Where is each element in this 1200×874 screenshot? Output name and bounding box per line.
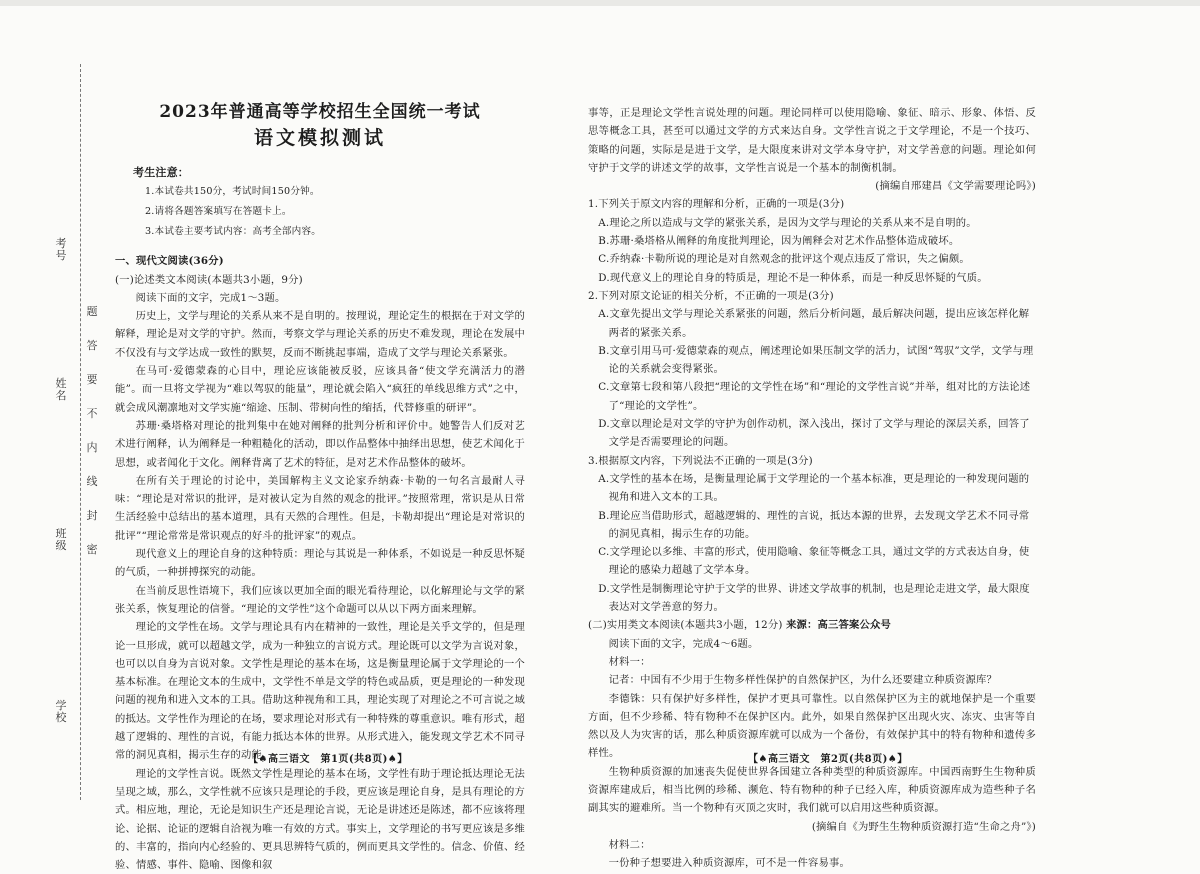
binding-label-name: 姓名 bbox=[55, 377, 67, 402]
material-paragraph: 李德铢：只有保护好多样性，保护才更具可靠性。以自然保护区为主的就地保护是一个重要方面，但不少珍稀、特有物种不在保护区内。此外，如果自然保护区出现火灾、冻灾、虫害等自然以及人为灾害的话，那么种质资源库就可以成为一个备份，有效保护其中的特有物种和遗传多样性。 bbox=[588, 692, 1036, 760]
material-title: 材料二： bbox=[608, 838, 651, 851]
material-paragraph: 生物种质资源的加速丧失促使世界各国建立各种类型的种质资源库。中国西南野生生物种质资源库建成后，相当比例的珍稀、濒危、特有物种的种子已经入库，种质资源库成为造些种子名副其实的避难所。当一个物种有灭顶之灾时，我们就可以启用这些种质资源。 bbox=[588, 765, 1036, 815]
source-citation: (摘编自《为野生生物种质资源打造“生命之舟”》) bbox=[811, 820, 1036, 833]
binding-label-exam-no: 考号 bbox=[55, 237, 67, 262]
passage-paragraph: 历史上，文学与理论的关系从来不是自明的。按理说，理论定生的根据在于对文学的解释，理论是对文学的守护。然而，考察文学与理论关系的历史不难发现，理论在发展中不仅没有与文学达成一致性的默契，反而不断挑起事端，造成了文学与理论关系紧张。 bbox=[115, 310, 525, 359]
instruction: 阅读下面的文字，完成1～3题。 bbox=[135, 291, 286, 304]
notice-title: 考生注意： bbox=[133, 166, 189, 179]
question-3: 3.根据原文内容，下列说法不正确的一项是(3分) bbox=[588, 454, 813, 467]
seal-char: 密 bbox=[86, 543, 98, 556]
notice-item: 2.请将各题答案填写在答题卡上。 bbox=[145, 206, 292, 218]
option: A.文学性的基本在场，是衡量理论属于文学理论的一个基本标准，更是理论的一种发现问题的视角和进入文本的工具。 bbox=[598, 472, 1030, 504]
notice-item: 3.本试卷主要考试内容：高考全部内容。 bbox=[145, 226, 322, 238]
seal-char: 内 bbox=[86, 441, 98, 454]
material-title: 材料一： bbox=[608, 655, 651, 668]
page-footer-right: 【♠高三语文 第2页(共8页)♠】 bbox=[748, 754, 908, 765]
subsection-heading bbox=[588, 616, 1036, 634]
subsection-title: (二)实用类文本阅读(本题共3小题，12分) bbox=[588, 619, 783, 632]
option: A.理论之所以造成与文学的紧张关系，是因为文学与理论的关系从来不是自明的。 bbox=[598, 216, 977, 229]
binding-dashed-line bbox=[80, 64, 81, 800]
option: B.文章引用马可·爱德蒙森的观点，阐述理论如果压制文学的活力，试图“驾驭”文学，文学与理论的关系就会变得紧张。 bbox=[598, 344, 1034, 376]
section-heading: 一、现代文阅读(36分) bbox=[115, 255, 224, 268]
seal-char: 题 bbox=[86, 305, 98, 318]
option: A.文章先提出文学与理论关系紧张的问题，然后分析问题，最后解决问题，提出应该怎样化解两者的紧张关系。 bbox=[598, 308, 1030, 339]
notice-item: 1.本试卷共150分，考试时间150分钟。 bbox=[145, 186, 320, 198]
instruction: 阅读下面的文字，完成4～6题。 bbox=[608, 637, 759, 650]
source-stamp: 来源：高三答案公众号 bbox=[786, 619, 892, 632]
binding-label-class: 班级 bbox=[55, 527, 67, 552]
exam-subtitle: 语文模拟测试 bbox=[253, 127, 386, 149]
binding-label-school: 学校 bbox=[55, 699, 67, 724]
passage-paragraph: 事等，正是理论文学性言说处理的问题。理论同样可以使用隐喻、象征、暗示、形象、体悟、反思等概念工具，甚至可以通过文学的方式来达自身。文学性言说之于文学理论，不是一个技巧、策略的问题，实际是是进于文学，是大限度来讲对文学本身守护，对文学善意的问题。理论如何守护于文学的讲述文学的故事，文学性言说是一个基本的制衡机制。 bbox=[588, 107, 1036, 174]
material-paragraph: 一份种子想要进入种质资源库，可不是一件容易事。 bbox=[608, 857, 851, 870]
option: B.理论应当借助形式，超越逻辑的、理性的言说，抵达本源的世界，去发现文学艺术不同寻常的洞见真相，揭示生存的功能。 bbox=[598, 509, 1030, 540]
option: C.文学理论以多维、丰富的形式，使用隐喻、象征等概念工具，通过文学的方式表达自身，使理论的感染力超越了文学本身。 bbox=[598, 546, 1030, 577]
scan-top-edge bbox=[0, 0, 1200, 6]
question-1: 1.下列关于原文内容的理解和分析，正确的一项是(3分) bbox=[588, 198, 845, 211]
passage-paragraph: 理论的文学性言说。既然文学性是理论的基本在场，文学性有助于理论抵达理论无法呈现之域，那么，文学性就不应该只是理论的手段，更应该是理论自身，是具有理论的方式。相应地，理论，无论是知识生产还是理论言说，无论是讲述还是陈述，都不应该将理论、论据、论证的逻辑自洽视为唯一有效的方式。事实上，文学理论的书写更应该是多维的、丰富的，指向内心经验的、更具思辨特气质的，例而更具文学性的。信念、价值、经验、情感、事件、隐喻、图像和叙 bbox=[115, 767, 525, 872]
option: C.文章第七段和第八段把“理论的文学性在场”和“理论的文学性言说”并举，组对比的方法论述了“理论的文学性”。 bbox=[598, 381, 1031, 412]
seal-char: 要 bbox=[86, 373, 98, 386]
exam-title: 2023年普通高等学校招生全国统一考试 bbox=[159, 102, 481, 122]
passage-paragraph: 理论的文学性在场。文学与理论具有内在精神的一致性，理论是关乎文学的，但是理论一旦形成，就可以超越文学，成为一种独立的言说方式。理论既可以文学为言说对象，也可以以自身为言说对象。文学性是理论的基本在场，这是衡量理论属于文学理论的一个基本标准。在理论文本的生成中，文学性不单是文学的特色或品质，更是理论的一种发现问题的视角和进入文本的工具。借助这种视角和工具，理论实现了对理论之不可言说之域的抵达。文学性作为理论的在场，要求理论对形式有一种特殊的尊重意识。唯有形式，超越了逻辑的、理性的言说，有能力抵达本体的世界。从形式进入，能发现文学艺术不同寻常的洞见真相，揭示生存的动能。 bbox=[115, 621, 525, 762]
option: D.现代意义上的理论自身的特质是，理论不是一种体系，而是一种反思怀疑的气质。 bbox=[598, 271, 988, 284]
seal-char: 封 bbox=[86, 509, 98, 522]
material-paragraph: 记者：中国有不少用于生物多样性保护的自然保护区，为什么还要建立种质资源库？ bbox=[608, 674, 997, 687]
seal-char: 不 bbox=[86, 407, 98, 420]
seal-char: 答 bbox=[86, 339, 98, 352]
option: D.文章以理论是对文学的守护为创作动机，深入浅出，探讨了文学与理论的深层关系，回答了文学是否需要理论的问题。 bbox=[598, 418, 1030, 449]
question-2: 2.下列对原文论证的相关分析，不正确的一项是(3分) bbox=[588, 289, 834, 302]
option: D.文学性是制衡理论守护于文学的世界、讲述文学故事的机制，也是理论走进文学，最大限度表达对文学善意的努力。 bbox=[598, 582, 1030, 614]
passage-paragraph: 在马可·爱德蒙森的心目中，理论应该能被反驳，应该具备“使文学充满活力的潜能”。而一旦将文学视为“难以驾驭的能量”，理论就会陷入“疯狂的单线思维方式”之中，就会成风潮凛地对文学实施“缩途、压制、带树向性的缩括，代替修重的研评”。 bbox=[115, 365, 525, 414]
passage-paragraph: 在所有关于理论的讨论中，美国解构主义文论家乔纳森·卡勒的一句名言最耐人寻味：“理论是对常识的批评，是对被认定为自然的观念的批评。”按照常理，常识是从日常生活经验中总结出的基本道理，具有天然的合理性。但是，卡勒却提出“理论是对常识的批评”“理论常常是常识观点的好斗的批评家”的观点。 bbox=[115, 474, 525, 542]
passage-paragraph: 在当前反思性语境下，我们应该以更加全面的眼光看待理论，以化解理论与文学的紧张关系，恢复理论的信誉。“理论的文学性”这个命题可以从以下两方面来理解。 bbox=[115, 584, 525, 615]
subsection-heading: (一)论述类文本阅读(本题共3小题，9分) bbox=[115, 273, 303, 286]
page-footer-left: 【♠高三语文 第1页(共8页)♠】 bbox=[248, 754, 408, 765]
passage-paragraph: 苏珊·桑塔格对理论的批判集中在她对阐释的批判分析和评价中。她警告人们反对艺术进行阐释，认为阐释是一种粗糙化的活动，即以作品整体中抽绎出思想，使艺术闻化于思想，或者闻化于文化。阐释背离了艺术的特征，是对艺术作品整体的破坏。 bbox=[115, 419, 525, 469]
seal-char: 线 bbox=[86, 475, 98, 488]
option: B.苏珊·桑塔格从阐释的角度批判理论，因为阐释会对艺术作品整体造成破坏。 bbox=[598, 235, 960, 248]
passage-paragraph: 现代意义上的理论自身的这种特质：理论与其说是一种体系，不如说是一种反思怀疑的气质，一种拼搏探究的动能。 bbox=[115, 548, 525, 579]
option: C.乔纳森·卡勒所说的理论是对自然观念的批评这个观点违反了常识，失之偏颇。 bbox=[598, 253, 970, 266]
source-citation: (摘编自邢建昌《文学需要理论吗》) bbox=[875, 180, 1036, 193]
